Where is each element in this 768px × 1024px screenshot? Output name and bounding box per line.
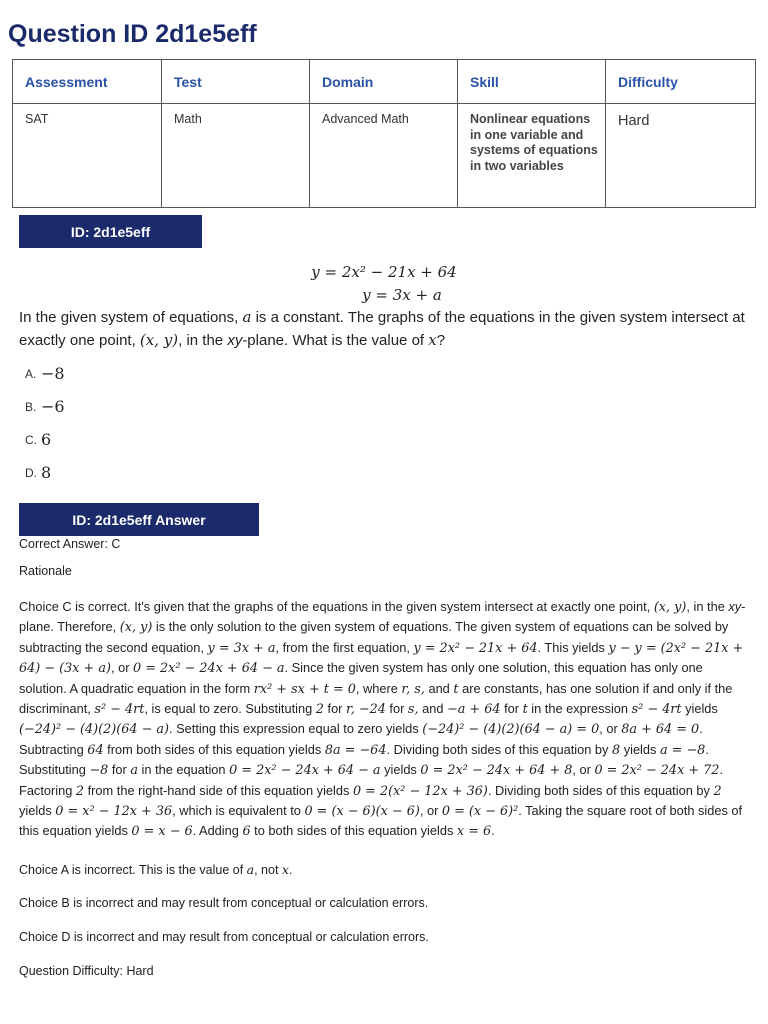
text-span: yields [620, 741, 660, 757]
header-domain: Domain [310, 60, 458, 104]
choice-letter: D. [25, 465, 37, 480]
math-expression: −8 [89, 763, 109, 779]
value-skill: Nonlinear equations in one variable and systems of equations in two variables [458, 104, 606, 208]
rationale-text [19, 597, 747, 842]
math-expression: 2 [75, 783, 85, 799]
text-span: , or [572, 762, 595, 778]
math-expression: a [246, 862, 255, 877]
value-difficulty: Hard [606, 104, 756, 208]
text-span: for [500, 701, 523, 717]
math-expression: 8a + 64 = 0 [621, 722, 700, 738]
stem-math: x [428, 331, 437, 349]
choice-letter: B. [25, 399, 37, 414]
choice-d-explanation: Choice D is incorrect and may result from conceptual or calculation errors. [19, 930, 429, 944]
value-domain: Advanced Math [310, 104, 458, 208]
info-header-row [13, 60, 756, 104]
math-expression: 6 [242, 824, 251, 840]
text-span: . Substituting [19, 741, 709, 778]
header-skill: Skill [458, 60, 606, 104]
math-expression: 0 = 2(x² − 12x + 36) [352, 783, 488, 799]
stem-math: a [242, 308, 252, 326]
text-span: to both sides of this equation yields [250, 823, 457, 839]
math-expression: a [130, 763, 138, 779]
correct-answer: Correct Answer: C [19, 537, 121, 551]
math-expression: r, s, [401, 681, 425, 697]
header-assessment: Assessment [13, 60, 162, 104]
text-span: from the right-hand side of this equation yields [84, 782, 353, 798]
choice-value: −6 [41, 397, 65, 416]
math-expression: (x, y) [653, 600, 687, 615]
text-span: from both sides of this equation yields [103, 741, 325, 757]
value-assessment: SAT [13, 104, 162, 208]
math-expression: x = 6 [456, 824, 492, 840]
question-difficulty: Question Difficulty: Hard [19, 964, 154, 978]
text-span: Choice C is correct. It's given that the graphs of the equations in the given system intersect at exactly one point, [19, 599, 654, 614]
text-span: . Factoring [19, 762, 723, 798]
stem-math: (x, y) [139, 331, 179, 349]
text-span: . Setting this expression equal to zero yields [169, 721, 423, 737]
text-span: is the only solution to the given system of equations. The given system of equations can be solved by subtracting the second equation, [19, 619, 729, 655]
choice-b-explanation: Choice B is incorrect and may result from conceptual or calculation errors. [19, 896, 429, 910]
math-expression: y = 3x + a [207, 640, 276, 656]
choice-letter: C. [25, 432, 37, 447]
stem-text: -plane. What is the value of [242, 332, 429, 349]
text-span: . Since the given system has only one solution, this equation has only one solution. A quadratic equation in the form [19, 660, 703, 696]
page-title: Question ID 2d1e5eff [8, 20, 257, 48]
math-expression: y = 2x² − 21x + 64 [413, 640, 538, 656]
text-span: yields [19, 803, 56, 819]
header-difficulty: Difficulty [606, 60, 756, 104]
choice-a-explanation [19, 862, 292, 877]
info-value-row [13, 104, 756, 208]
text-span: , is equal to zero. Substituting [144, 701, 316, 717]
math-expression: a = −8 [659, 742, 706, 758]
text-span: . Adding [192, 823, 243, 839]
text-span: . Taking the square root of both sides of this equation yields [19, 803, 743, 839]
choice-c[interactable] [25, 423, 65, 456]
text-span: . Subtracting [19, 721, 703, 757]
text-span: , or [599, 721, 622, 737]
equation-1: y = 2x² − 21x + 64 [311, 263, 457, 281]
math-expression: rx² + sx + t = 0 [253, 681, 356, 697]
math-expression: 0 = 2x² − 24x + 64 − a [133, 661, 285, 677]
stem-text: ? [436, 332, 446, 349]
math-expression: 0 = x − 6 [131, 824, 193, 840]
text-span: for [323, 701, 346, 717]
text-span: yields [681, 701, 718, 717]
text-span: , where [355, 680, 402, 696]
text-span: . [288, 863, 293, 877]
choice-d[interactable] [25, 456, 65, 489]
stem-text: , in the [178, 332, 228, 349]
text-span: , or [419, 803, 442, 819]
text-span: in the equation [138, 762, 230, 778]
math-expression: s² − 4rt [631, 702, 682, 718]
math-expression: 8a = −64 [324, 742, 387, 758]
text-span: yields [380, 762, 421, 778]
text-span: in the expression [527, 701, 632, 717]
math-expression: 0 = 2x² − 24x + 72 [594, 763, 720, 779]
math-expression: 0 = (x − 6)² [441, 804, 519, 820]
math-expression: 8 [611, 742, 621, 758]
math-expression: t [453, 681, 459, 697]
text-span: and [424, 680, 454, 696]
text-span: . Dividing both sides of this equation by [487, 782, 714, 798]
choice-letter: A. [25, 366, 37, 381]
choice-b[interactable] [25, 390, 65, 423]
math-expression: (−24)² − (4)(2)(64 − a) [19, 722, 169, 738]
equation-2: y = 3x + a [362, 286, 442, 304]
stem-xy: xy [227, 332, 243, 349]
choice-value: −8 [41, 364, 65, 383]
math-expression: 0 = 2x² − 24x + 64 − a [229, 763, 381, 779]
text-span: and [418, 701, 448, 717]
text-span: Choice A is incorrect. This is the value of [19, 863, 247, 877]
math-expression: 0 = x² − 12x + 36 [55, 804, 173, 820]
choice-a[interactable] [25, 357, 65, 390]
math-expression: 2 [713, 783, 722, 799]
math-expression: (x, y) [119, 620, 153, 636]
question-stem [19, 306, 754, 352]
choice-value: 6 [41, 430, 52, 449]
math-expression: x [281, 862, 289, 877]
math-expression: 2 [315, 702, 324, 718]
answer-choices [25, 357, 65, 489]
math-expression: r, −24 [346, 702, 386, 718]
math-expression: 64 [87, 742, 104, 758]
text-span: , which is equivalent to [172, 803, 305, 819]
math-expression: 0 = (x − 6)(x − 6) [304, 804, 420, 820]
text-span: for [385, 701, 408, 717]
text-span: , in the [686, 599, 729, 614]
text-span: . [491, 823, 495, 839]
math-expression: −a + 64 [447, 702, 501, 718]
value-test: Math [162, 104, 310, 208]
math-expression: s² − 4rt [94, 702, 145, 718]
rationale-label: Rationale [19, 564, 72, 578]
text-span: -plane. Therefore, [19, 599, 746, 635]
math-expression: s, [407, 702, 419, 718]
question-id-bar: ID: 2d1e5eff [19, 215, 202, 248]
text-span: are constants, has one solution if and only if the discriminant, [19, 680, 733, 717]
math-expression: 0 = 2x² − 24x + 64 + 8 [420, 763, 573, 779]
text-span: xy [728, 599, 742, 614]
text-span: , not [254, 863, 282, 877]
stem-text: In the given system of equations, [19, 309, 243, 326]
math-expression: (−24)² − (4)(2)(64 − a) = 0 [422, 722, 600, 738]
choice-value: 8 [41, 463, 52, 482]
math-expression: t [522, 702, 528, 718]
text-span: , or [110, 660, 134, 676]
text-span: for [108, 762, 131, 778]
text-span: . This yields [537, 639, 609, 655]
stem-text: is a constant. The graphs of the equations in the given system intersect at exactly one point, [19, 309, 745, 349]
answer-id-bar: ID: 2d1e5eff Answer [19, 503, 259, 536]
question-info-table [12, 59, 756, 208]
text-span: . Dividing both sides of this equation by [386, 741, 612, 757]
header-test: Test [162, 60, 310, 104]
math-expression: y − y = (2x² − 21x + 64) − (3x + a) [19, 640, 744, 677]
text-span: , from the first equation, [275, 639, 414, 655]
